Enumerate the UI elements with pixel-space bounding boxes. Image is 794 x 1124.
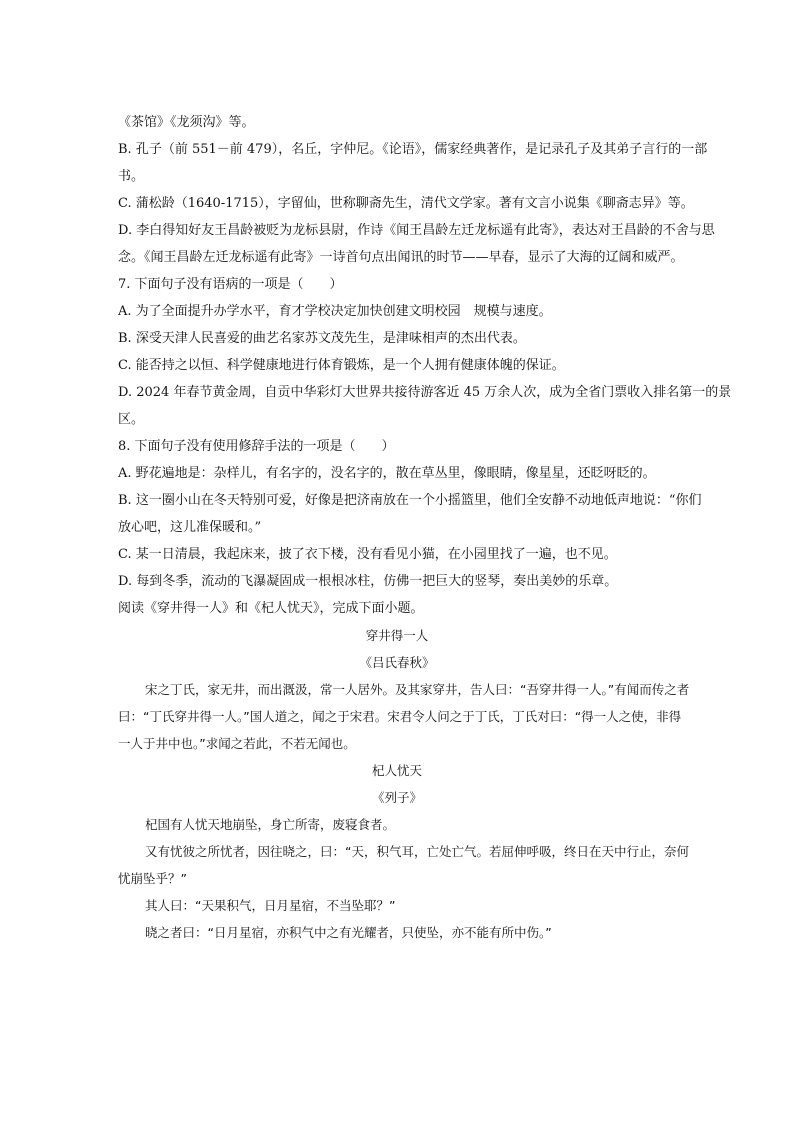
option-d-line: D. 李白得知好友王昌龄被贬为龙标县尉，作诗《闻王昌龄左迁龙标遥有此寄》，表达对王昌龄的不舍与思 xyxy=(118,223,715,238)
passage1-title: 穿井得一人 xyxy=(365,628,429,643)
passage2-source: 《列子》 xyxy=(371,790,422,805)
passage2-line: 杞国有人忧天地崩坠，身亡所寄，废寝食者。 xyxy=(145,817,396,832)
text-line: 念。《闻王昌龄左迁龙标遥有此寄》一诗首句点出闻讯的时节——早春，显示了大海的辽阔和威严。 xyxy=(118,250,684,265)
question-8: 8. 下面句子没有使用修辞手法的一项是（ ） xyxy=(118,439,395,454)
text-line: 《茶馆》《龙须沟》等。 xyxy=(118,115,255,130)
passage2-line: 忧崩坠乎？” xyxy=(118,871,187,886)
passage2-line: 晓之者曰：“日月星宿，亦积气中之有光耀者，只使坠，亦不能有所中伤。” xyxy=(145,925,552,940)
passage1-line: 曰：“丁氏穿井得一人。”国人道之，闻之于宋君。宋君令人问之于丁氏，丁氏对曰：“得一人之使，非得 xyxy=(118,709,682,724)
q7-option-a: A. 为了全面提升办学水平，育才学校决定加快创建文明校园 规模与速度。 xyxy=(118,304,552,319)
passage1-source: 《吕氏春秋》 xyxy=(359,655,435,670)
option-b-line: B. 孔子（前 551－前 479），名丘，字仲尼。《论语》，儒家经典著作，是记录孔子及其弟子言行的一部 xyxy=(118,142,708,157)
q8-option-d: D. 每到冬季，流动的飞瀑凝固成一根根冰柱，仿佛一把巨大的竖琴，奏出美妙的乐章。 xyxy=(118,574,618,589)
text-line: 书。 xyxy=(118,169,145,184)
passage1-line: 宋之丁氏，家无井，而出溉汲，常一人居外。及其家穿井，告人曰：“吾穿井得一人。”有闻而传之者 xyxy=(145,682,690,697)
q8-option-c: C. 某一日清晨，我起床来，披了衣下楼，没有看见小猫，在小园里找了一遍，也不见。 xyxy=(118,547,617,562)
q8-option-a: A. 野花遍地是：杂样儿，有名字的，没名字的，散在草丛里，像眼睛，像星星，还眨呀眨的。 xyxy=(118,466,656,481)
q8-option-b: B. 这一圈小山在冬天特别可爱，好像是把济南放在一个小摇篮里，他们全安静不动地低声地说：“你们 xyxy=(118,493,702,508)
q7-option-d: D. 2024 年春节黄金周，自贡中华彩灯大世界共接待游客近 45 万余人次，成为全省门票收入排名第一的景 xyxy=(118,385,732,400)
passage2-line: 其人曰：“天果积气，日月星宿，不当坠耶？” xyxy=(145,898,396,913)
option-c-line: C. 蒲松龄（1640-1715），字留仙，世称聊斋先生，清代文学家。著有文言小说集《聊斋志异》等。 xyxy=(118,196,694,211)
question-7: 7. 下面句子没有语病的一项是（ ） xyxy=(118,277,343,292)
text-line: 放心吧，这儿准保暖和。” xyxy=(118,520,262,535)
passage1-line: 一人于井中也。”求闻之若此，不若无闻也。 xyxy=(118,736,356,751)
text-line: 区。 xyxy=(118,412,145,427)
passage2-title: 杞人忧天 xyxy=(371,763,422,778)
q7-option-b: B. 深受天津人民喜爱的曲艺名家苏文茂先生，是津味相声的杰出代表。 xyxy=(118,331,526,346)
passage2-line: 又有忧彼之所忧者，因往晓之，曰：“天，积气耳，亡处亡气。若屈伸呼吸，终日在天中行止，奈何 xyxy=(145,844,689,859)
reading-instruction: 阅读《穿井得一人》和《杞人忧天》，完成下面小题。 xyxy=(118,601,424,616)
q7-option-c: C. 能否持之以恒、科学健康地进行体育锻炼，是一个人拥有健康体魄的保证。 xyxy=(118,358,565,373)
